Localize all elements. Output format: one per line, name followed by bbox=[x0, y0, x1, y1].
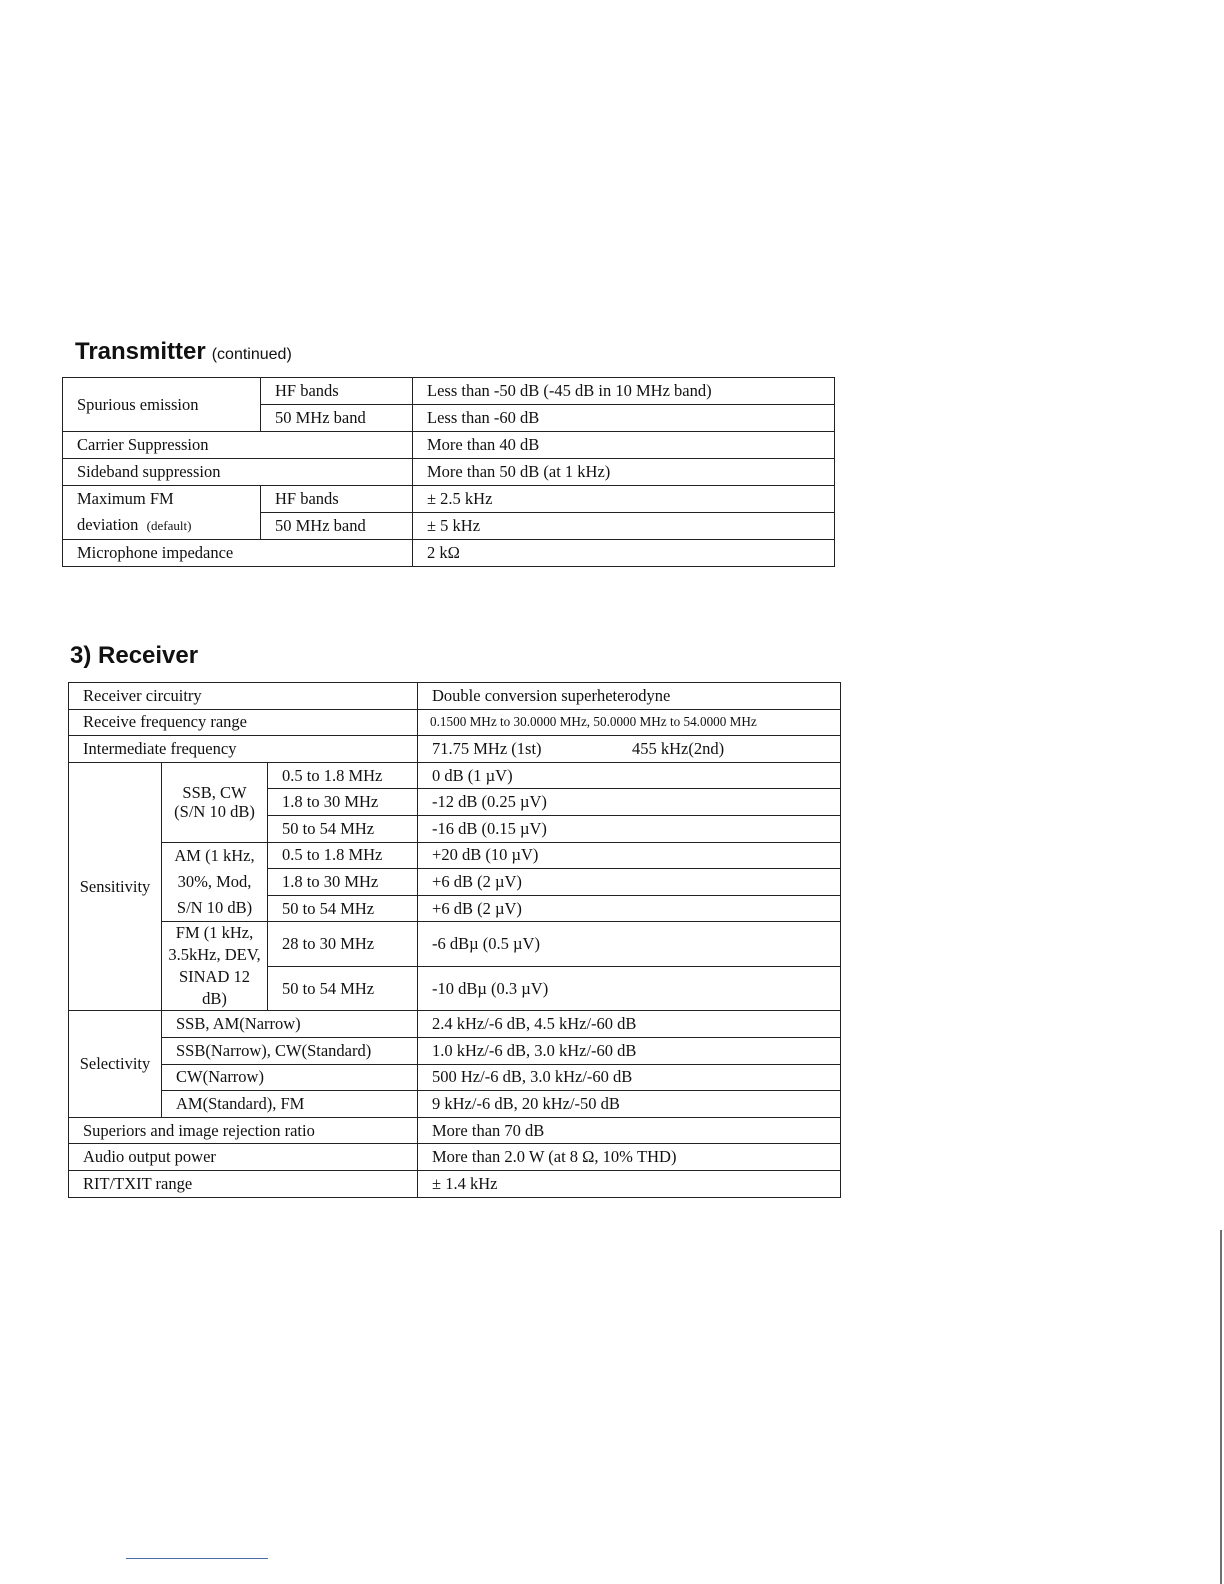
table-row bbox=[69, 922, 841, 967]
transmitter-subtitle: (continued) bbox=[211, 346, 292, 363]
sensitivity-am-line2: 30%, Mod, bbox=[177, 871, 252, 891]
fm-deviation-label-line1: Maximum FM bbox=[77, 489, 174, 508]
sensitivity-am-line3: S/N 10 dB) bbox=[176, 897, 253, 917]
sensitivity-ssb-cw-range: 1.8 to 30 MHz bbox=[268, 789, 418, 816]
receiver-spec-table bbox=[68, 682, 841, 1198]
sensitivity-fm-line2: 3.5kHz, DEV, bbox=[168, 945, 261, 965]
intermediate-frequency-label: Intermediate frequency bbox=[69, 736, 418, 763]
sensitivity-fm-value: -10 dBµ (0.3 µV) bbox=[418, 966, 841, 1011]
fm-deviation-50mhz-value: ± 5 kHz bbox=[413, 513, 835, 540]
sensitivity-am-value: +20 dB (10 µV) bbox=[418, 842, 841, 869]
intermediate-frequency-value bbox=[418, 736, 841, 763]
footer-divider bbox=[126, 1558, 268, 1559]
sensitivity-fm-value: -6 dBµ (0.5 µV) bbox=[418, 922, 841, 967]
sensitivity-am-range: 1.8 to 30 MHz bbox=[268, 869, 418, 896]
transmitter-heading bbox=[75, 338, 292, 366]
selectivity-label: Selectivity bbox=[69, 1011, 162, 1117]
table-row bbox=[69, 1144, 841, 1171]
spurious-hf-label: HF bands bbox=[261, 378, 413, 405]
fm-deviation-label-line2: deviation bbox=[77, 515, 139, 534]
sensitivity-ssb-cw-range: 0.5 to 1.8 MHz bbox=[268, 762, 418, 789]
receive-frequency-range-value: 0.1500 MHz to 30.0000 MHz, 50.0000 MHz to 54.0000 MHz bbox=[418, 709, 841, 736]
table-row bbox=[69, 1064, 841, 1091]
sensitivity-ssb-cw-line1: SSB, CW bbox=[182, 783, 247, 803]
audio-output-value: More than 2.0 W (at 8 Ω, 10% THD) bbox=[418, 1144, 841, 1171]
sensitivity-fm-line3: SINAD 12 dB) bbox=[178, 967, 251, 1009]
microphone-impedance-value: 2 kΩ bbox=[413, 540, 835, 567]
receive-frequency-range-label: Receive frequency range bbox=[69, 709, 418, 736]
sensitivity-ssb-cw-value: -12 dB (0.25 µV) bbox=[418, 789, 841, 816]
sensitivity-am-label bbox=[162, 842, 268, 922]
sensitivity-ssb-cw-label bbox=[162, 762, 268, 842]
fm-deviation-label-note: (default) bbox=[146, 518, 192, 533]
table-row bbox=[69, 842, 841, 869]
scan-edge-mark bbox=[1220, 1230, 1222, 1584]
spurious-50mhz-value: Less than -60 dB bbox=[413, 405, 835, 432]
table-row bbox=[69, 683, 841, 710]
sensitivity-am-value: +6 dB (2 µV) bbox=[418, 895, 841, 922]
spurious-hf-value: Less than -50 dB (-45 dB in 10 MHz band) bbox=[413, 378, 835, 405]
sideband-suppression-label: Sideband suppression bbox=[63, 459, 413, 486]
table-row bbox=[63, 540, 835, 567]
table-row bbox=[69, 736, 841, 763]
table-row bbox=[63, 486, 835, 513]
table-row bbox=[63, 432, 835, 459]
selectivity-mode: SSB, AM(Narrow) bbox=[162, 1011, 418, 1038]
selectivity-value: 9 kHz/-6 dB, 20 kHz/-50 dB bbox=[418, 1091, 841, 1118]
sensitivity-fm-range: 28 to 30 MHz bbox=[268, 922, 418, 967]
transmitter-title: Transmitter bbox=[75, 338, 206, 365]
intermediate-frequency-first: 71.75 MHz (1st) bbox=[432, 738, 542, 758]
table-row bbox=[63, 459, 835, 486]
sensitivity-am-value: +6 dB (2 µV) bbox=[418, 869, 841, 896]
sensitivity-ssb-cw-value: 0 dB (1 µV) bbox=[418, 762, 841, 789]
carrier-suppression-label: Carrier Suppression bbox=[63, 432, 413, 459]
fm-deviation-50mhz-label: 50 MHz band bbox=[261, 513, 413, 540]
audio-output-label: Audio output power bbox=[69, 1144, 418, 1171]
fm-deviation-hf-value: ± 2.5 kHz bbox=[413, 486, 835, 513]
selectivity-value: 1.0 kHz/-6 dB, 3.0 kHz/-60 dB bbox=[418, 1037, 841, 1064]
table-row bbox=[69, 1170, 841, 1197]
spurious-emission-label: Spurious emission bbox=[63, 378, 261, 432]
receiver-circuitry-label: Receiver circuitry bbox=[69, 683, 418, 710]
receiver-heading: 3) Receiver bbox=[70, 642, 199, 669]
table-row bbox=[63, 378, 835, 405]
image-rejection-value: More than 70 dB bbox=[418, 1117, 841, 1144]
rit-range-value: ± 1.4 kHz bbox=[418, 1170, 841, 1197]
sensitivity-am-line1: AM (1 kHz, bbox=[174, 845, 255, 865]
table-row bbox=[69, 709, 841, 736]
selectivity-mode: CW(Narrow) bbox=[162, 1064, 418, 1091]
table-row bbox=[69, 1011, 841, 1038]
selectivity-mode: SSB(Narrow), CW(Standard) bbox=[162, 1037, 418, 1064]
sensitivity-am-range: 0.5 to 1.8 MHz bbox=[268, 842, 418, 869]
sensitivity-fm-label bbox=[162, 922, 268, 1011]
rit-range-label: RIT/TXIT range bbox=[69, 1170, 418, 1197]
carrier-suppression-value: More than 40 dB bbox=[413, 432, 835, 459]
selectivity-value: 2.4 kHz/-6 dB, 4.5 kHz/-60 dB bbox=[418, 1011, 841, 1038]
sideband-suppression-value: More than 50 dB (at 1 kHz) bbox=[413, 459, 835, 486]
sensitivity-label: Sensitivity bbox=[69, 762, 162, 1011]
sensitivity-am-range: 50 to 54 MHz bbox=[268, 895, 418, 922]
intermediate-frequency-second: 455 kHz(2nd) bbox=[632, 738, 725, 758]
sensitivity-ssb-cw-line2: (S/N 10 dB) bbox=[174, 802, 255, 822]
sensitivity-fm-line1: FM (1 kHz, bbox=[175, 923, 254, 943]
table-row bbox=[69, 1091, 841, 1118]
spurious-50mhz-label: 50 MHz band bbox=[261, 405, 413, 432]
table-row bbox=[69, 762, 841, 789]
image-rejection-label: Superiors and image rejection ratio bbox=[69, 1117, 418, 1144]
sensitivity-fm-range: 50 to 54 MHz bbox=[268, 966, 418, 1011]
fm-deviation-hf-label: HF bands bbox=[261, 486, 413, 513]
table-row bbox=[69, 1117, 841, 1144]
fm-deviation-label bbox=[63, 486, 261, 540]
transmitter-spec-table bbox=[62, 377, 835, 567]
selectivity-mode: AM(Standard), FM bbox=[162, 1091, 418, 1118]
sensitivity-ssb-cw-value: -16 dB (0.15 µV) bbox=[418, 815, 841, 842]
selectivity-value: 500 Hz/-6 dB, 3.0 kHz/-60 dB bbox=[418, 1064, 841, 1091]
table-row bbox=[69, 1037, 841, 1064]
microphone-impedance-label: Microphone impedance bbox=[63, 540, 413, 567]
receiver-circuitry-value: Double conversion superheterodyne bbox=[418, 683, 841, 710]
sensitivity-ssb-cw-range: 50 to 54 MHz bbox=[268, 815, 418, 842]
